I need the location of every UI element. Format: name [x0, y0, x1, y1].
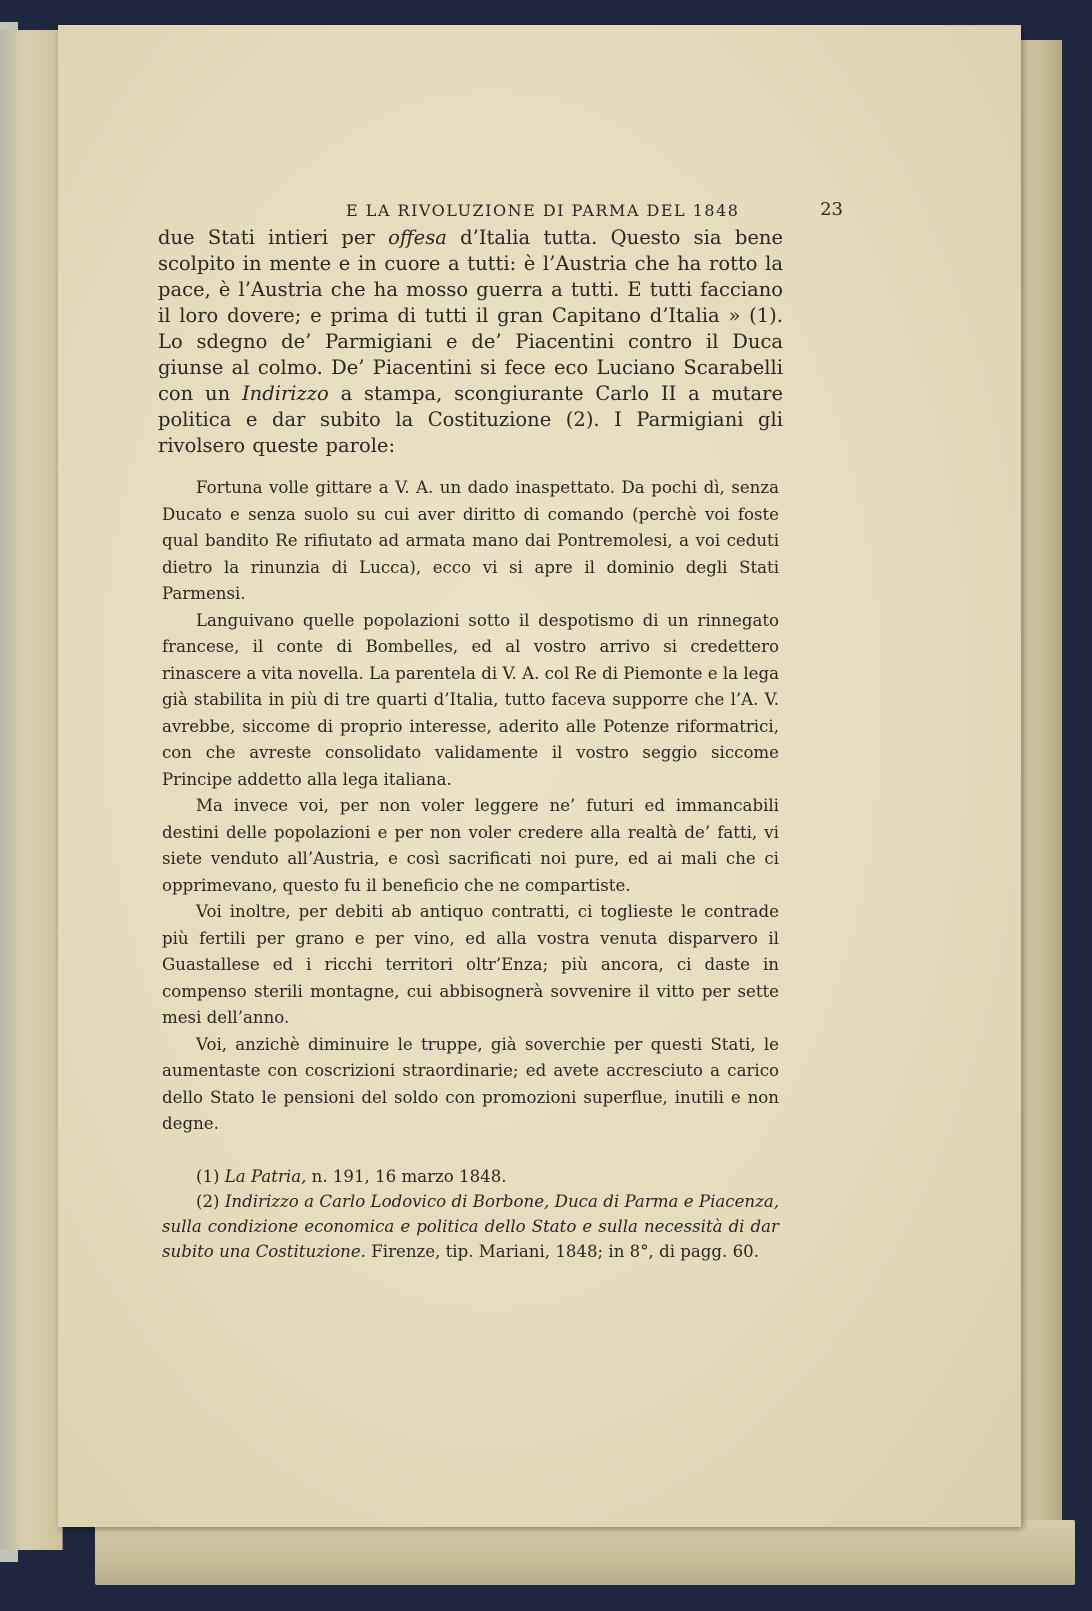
intro-paragraph [158, 225, 783, 459]
intro-italic-offesa: offesa [388, 226, 447, 249]
quote-paragraph: Voi inoltre, per debiti ab antiquo contratti, ci toglieste le contrade più fertili per grano e per vino, ed alla vostra venuta disparvero il Guastallese ed i ricchi territori oltr’Enza; più ancora, ci daste in compenso sterili montagne, cui abbisognerà sovvenire il vitto per sette mesi dell’anno. [162, 902, 779, 1027]
quote-paragraph: Fortuna volle gittare a V. A. un dado inaspettato. Da pochi dì, senza Ducato e senza suolo su cui aver diritto di comando (perchè voi foste qual bandito Re rifiutato ad armata mano dai Pontremolesi, a voi ceduti dietro la rinunzia di Lucca), ecco vi si apre il dominio degli Stati Parmensi. [162, 478, 779, 603]
footnote-2 [162, 1189, 779, 1264]
facing-page-edge [0, 30, 63, 1550]
footnote-2-text: Firenze, tip. Mariani, 1848; in 8°, di pagg. 60. [365, 1241, 759, 1261]
footnote-1-title: La Patria, [224, 1166, 307, 1186]
quote-paragraph: Languivano quelle popolazioni sotto il despotismo di un rinnegato francese, il conte di Bombelles, ed al vostro arrivo si credettero rinascere a vita novella. La parentela di V. A. col Re di Piemonte e la lega già stabilita in più di tre quarti d’Italia, tutto faceva supporre che l’A. V. avrebbe, siccome di proprio interesse, aderito alle Potenze riformatrici, con che avreste consolidato validamente il vostro seggio siccome Principe addetto alla lega italiana. [162, 610, 779, 789]
footnote-1 [162, 1164, 779, 1189]
quote-paragraph: Voi, anzichè diminuire le truppe, già soverchie per questi Stati, le aumentaste con coscrizioni straordinarie; ed avete accresciuto a carico dello Stato le pensioni del soldo con promozioni superflue, inutili e non degne. [162, 1034, 779, 1133]
footnote-2-mark: (2) [196, 1191, 225, 1211]
footnotes [158, 1164, 783, 1264]
running-head [288, 175, 843, 220]
intro-text-2: d’Italia tutta. Questo sia bene scolpito in mente e in cuore a tutti: è l’Austria che ha rotto la pace, è l’Austria che ha mosso guerra a tutti. E tutti facciano il loro dovere; e prima di tutti il gran Capitano d’Italia » (1). Lo sdegno de’ Parmigiani e de’ Piacentini contro il Duca giunse al colmo. De’ Piacentini si fece eco Luciano Scarabelli con un [158, 226, 783, 405]
book-page [58, 25, 1021, 1527]
page-body [158, 225, 783, 1264]
page-stack-bottom [95, 1520, 1075, 1585]
intro-text-3: a stampa, scongiurante Carlo II a mutare politica e dar subito la Costituzione (2). I Parmigiani gli rivolsero queste parole: [158, 382, 783, 457]
quoted-address [158, 475, 783, 1138]
quote-paragraph: Ma invece voi, per non voler leggere ne’ futuri ed immancabili destini delle popolazioni e per non voler credere alla realtà de’ fatti, vi siete venduto all’Austria, e così sacrificati noi pure, ed ai mali che ci opprimevano, questo fu il beneficio che ne compartiste. [162, 796, 779, 895]
footnote-2-title: Indirizzo a Carlo Lodovico di Borbone, Duca di Parma e Piacenza, sulla condizione economica e politica dello Stato e sulla necessità di dar subito una Costituzione. [162, 1191, 780, 1261]
footnote-1-text: n. 191, 16 marzo 1848. [306, 1166, 507, 1186]
intro-text-1: due Stati intieri per [158, 226, 389, 249]
page-number: 23 [820, 199, 843, 220]
footnote-1-mark: (1) [196, 1166, 225, 1186]
running-title: E LA RIVOLUZIONE DI PARMA DEL 1848 [346, 201, 740, 220]
intro-italic-indirizzo: Indirizzo [241, 382, 329, 405]
